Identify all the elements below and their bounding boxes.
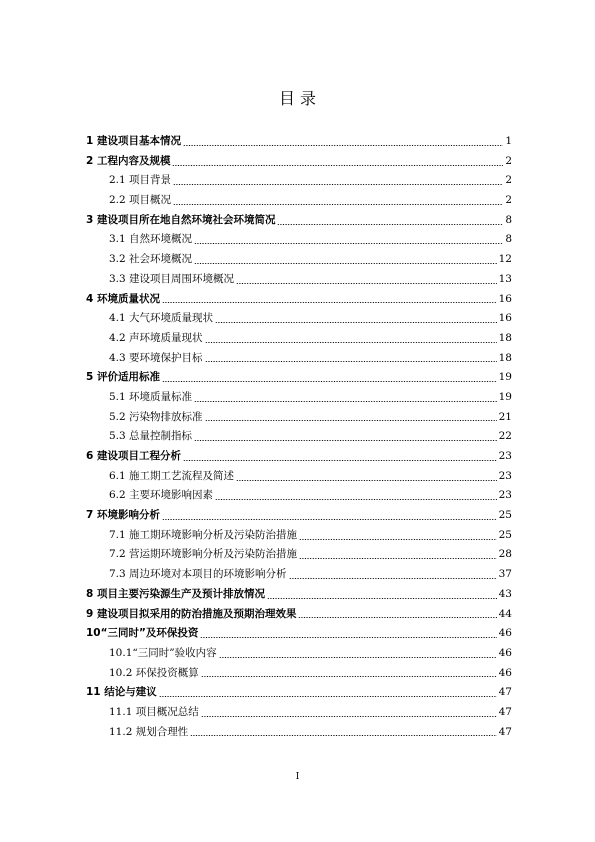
toc-entry-label: 2.2 项目概况	[109, 194, 172, 207]
toc-entry-page: 2	[505, 154, 512, 167]
toc-entry-label: 7.3 周边环境对本项目的环境影响分析	[109, 568, 287, 581]
toc-chapter-entry[interactable]	[86, 683, 512, 703]
toc-entry-label: 2.1 项目背景	[109, 174, 172, 187]
toc-entry-page: 28	[498, 548, 512, 561]
toc-dot-leader	[190, 726, 496, 738]
toc-entry-page: 16	[498, 312, 512, 325]
toc-entry-label: 3.3 建设项目周围环境概况	[109, 272, 235, 285]
toc-entry-label: 9 建设项目拟采用的防治措施及预期治理效果	[86, 607, 297, 620]
toc-dot-leader	[236, 274, 497, 286]
toc-dot-leader	[183, 136, 503, 148]
toc-dot-leader	[299, 530, 497, 542]
toc-entry-label: 4.2 声环境质量现状	[109, 331, 203, 344]
toc-dot-leader	[205, 352, 497, 364]
toc-entry-label: 11 结论与建议	[86, 686, 157, 699]
toc-entry-page: 47	[498, 705, 512, 718]
toc-section-entry[interactable]	[86, 329, 512, 349]
toc-chapter-entry[interactable]	[86, 447, 512, 467]
toc-entry-label: 4 环境质量状况	[86, 292, 160, 305]
toc-entry-label: 6.1 施工期工艺流程及简述	[109, 469, 235, 482]
toc-section-entry[interactable]	[86, 250, 512, 270]
toc-entry-label: 3.2 社会环境概况	[109, 253, 193, 266]
toc-entry-page: 2	[505, 194, 512, 207]
toc-entry-page: 47	[498, 725, 512, 738]
toc-entry-page: 47	[498, 686, 512, 699]
toc-entry-page: 22	[498, 430, 512, 443]
toc-dot-leader	[172, 156, 503, 168]
toc-chapter-entry[interactable]	[86, 506, 512, 526]
toc-chapter-entry[interactable]	[86, 585, 512, 605]
toc-dot-leader	[215, 490, 497, 502]
toc-dot-leader	[201, 707, 497, 719]
toc-entry-page: 25	[498, 528, 512, 541]
toc-dot-leader	[173, 195, 503, 207]
toc-section-entry[interactable]	[86, 565, 512, 585]
toc-dot-leader	[162, 372, 497, 384]
toc-section-entry[interactable]	[86, 408, 512, 428]
toc-dot-leader	[205, 333, 497, 345]
toc-entry-page: 23	[498, 469, 512, 482]
toc-entry-page: 19	[498, 390, 512, 403]
toc-section-entry[interactable]	[86, 664, 512, 684]
toc-section-entry[interactable]	[86, 723, 512, 743]
toc-chapter-entry[interactable]	[86, 211, 512, 231]
toc-entry-label: 4.1 大气环境质量现状	[109, 312, 214, 325]
toc-dot-leader	[236, 471, 497, 483]
toc-entry-page: 8	[505, 233, 512, 246]
toc-entry-page: 43	[498, 587, 512, 600]
toc-entry-label: 5.3 总量控制指标	[109, 430, 193, 443]
toc-title: 目 录	[278, 89, 317, 108]
toc-section-entry[interactable]	[86, 270, 512, 290]
toc-section-entry[interactable]	[86, 545, 512, 565]
toc-dot-leader	[219, 648, 497, 660]
toc-entry-page: 23	[498, 450, 512, 462]
toc-entry-label: 4.3 要环境保护目标	[109, 351, 203, 364]
toc-dot-leader	[194, 431, 497, 443]
toc-entry-page: 23	[498, 489, 512, 502]
toc-dot-leader	[201, 667, 497, 679]
toc-entry-page: 19	[498, 371, 512, 384]
toc-entry-label: 5.2 污染物排放标准	[109, 410, 203, 423]
toc-entry-label: 2 工程内容及规模	[86, 154, 171, 167]
toc-entry-page: 18	[498, 331, 512, 344]
toc-section-entry[interactable]	[86, 703, 512, 723]
toc-dot-leader	[299, 549, 497, 561]
table-of-contents	[86, 132, 512, 742]
toc-entry-page: 1	[505, 135, 512, 147]
toc-entry-label: 7.2 营运期环境影响分析及污染防治措施	[109, 548, 298, 561]
toc-dot-leader	[162, 510, 497, 522]
toc-entry-label: 3 建设项目所在地自然环境社会环境简况	[86, 213, 276, 226]
toc-entry-label: 10.1“三同时”验收内容	[109, 646, 217, 659]
toc-dot-leader	[194, 392, 497, 404]
toc-entry-label: 10“三同时”及环保投资	[86, 627, 199, 640]
toc-entry-label: 7 环境影响分析	[86, 509, 160, 522]
toc-entry-label: 7.1 施工期环境影响分析及污染防治措施	[109, 528, 298, 541]
toc-dot-leader	[267, 589, 497, 601]
toc-entry-page: 46	[498, 666, 512, 679]
toc-section-entry[interactable]	[86, 644, 512, 664]
toc-section-entry[interactable]	[86, 309, 512, 329]
toc-entry-label: 5 评价适用标准	[86, 371, 160, 384]
toc-entry-label: 11.2 规划合理性	[109, 725, 189, 738]
toc-entry-page: 25	[498, 509, 512, 522]
toc-entry-label: 11.1 项目概况总结	[109, 705, 199, 718]
toc-section-entry[interactable]	[86, 230, 512, 250]
toc-dot-leader	[289, 569, 497, 581]
toc-entry-page: 46	[498, 627, 512, 640]
toc-entry-page: 21	[498, 410, 512, 423]
toc-dot-leader	[162, 293, 497, 305]
toc-entry-label: 5.1 环境质量标准	[109, 390, 193, 403]
toc-section-entry[interactable]	[86, 388, 512, 408]
toc-dot-leader	[215, 313, 497, 325]
toc-entry-label: 6 建设项目工程分析	[86, 450, 181, 462]
toc-dot-leader	[173, 175, 503, 187]
toc-chapter-entry[interactable]	[86, 290, 512, 310]
toc-dot-leader	[277, 215, 503, 227]
toc-entry-label: 6.2 主要环境影响因素	[109, 489, 214, 502]
toc-entry-label: 8 项目主要污染源生产及预计排放情况	[86, 587, 265, 600]
toc-entry-page: 12	[498, 253, 512, 266]
toc-entry-page: 16	[498, 292, 512, 305]
toc-entry-page: 46	[498, 646, 512, 659]
toc-section-entry[interactable]	[86, 467, 512, 487]
toc-section-entry[interactable]	[86, 486, 512, 506]
toc-section-entry[interactable]	[86, 427, 512, 447]
toc-dot-leader	[194, 254, 497, 266]
toc-dot-leader	[183, 451, 497, 463]
toc-entry-label: 10.2 环保投资概算	[109, 666, 199, 679]
toc-entry-page: 2	[505, 174, 512, 187]
toc-section-entry[interactable]	[86, 349, 512, 369]
toc-section-entry[interactable]	[86, 171, 512, 191]
toc-chapter-entry[interactable]	[86, 624, 512, 644]
toc-chapter-entry[interactable]	[86, 368, 512, 388]
toc-entry-label: 3.1 自然环境概况	[109, 233, 193, 246]
toc-entry-page: 18	[498, 351, 512, 364]
toc-dot-leader	[159, 687, 497, 699]
toc-entry-label: 1 建设项目基本情况	[86, 135, 181, 147]
page-number: I	[295, 772, 300, 782]
toc-dot-leader	[200, 628, 496, 640]
toc-section-entry[interactable]	[86, 526, 512, 546]
toc-chapter-entry[interactable]	[86, 152, 512, 172]
toc-chapter-entry[interactable]	[86, 132, 512, 152]
toc-entry-page: 37	[498, 568, 512, 581]
toc-entry-page: 8	[505, 213, 512, 226]
toc-dot-leader	[194, 234, 503, 246]
toc-entry-page: 44	[498, 607, 512, 620]
toc-section-entry[interactable]	[86, 191, 512, 211]
toc-dot-leader	[205, 411, 497, 423]
toc-chapter-entry[interactable]	[86, 605, 512, 625]
toc-entry-page: 13	[498, 272, 512, 285]
toc-dot-leader	[298, 608, 496, 620]
